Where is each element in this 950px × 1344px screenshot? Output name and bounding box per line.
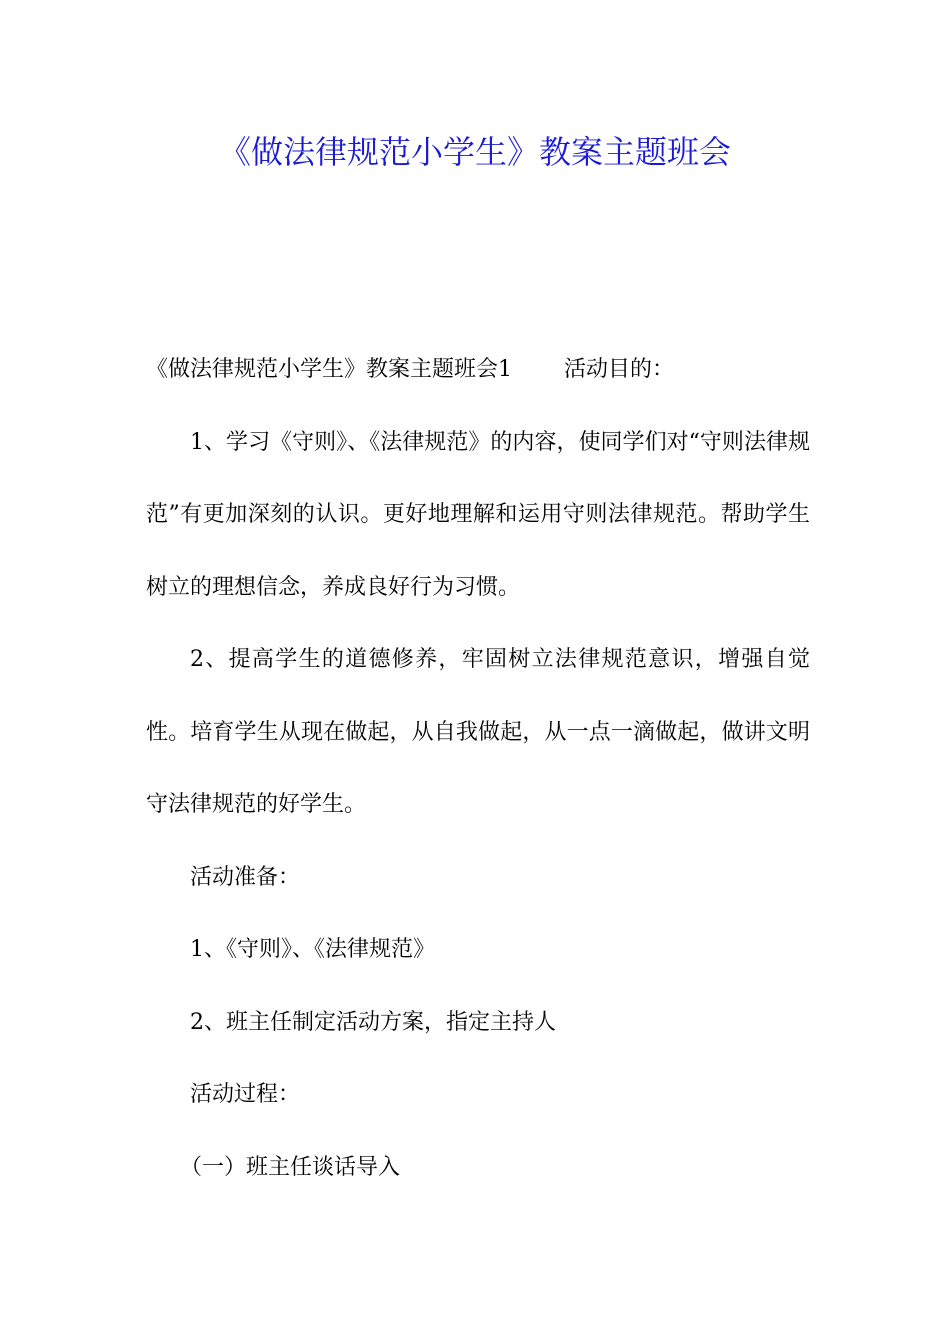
paragraph-intro — [146, 334, 810, 407]
paragraph-objective-2: 2、提高学生的道德修养，牢固树立法律规范意识，增强自觉性。培育学生从现在做起，从自我做起，从一点一滴做起，做讲文明守法律规范的好学生。 — [146, 647, 810, 817]
section-label-process: 活动过程： — [190, 1082, 301, 1107]
section-label-objectives: 活动目的： — [564, 357, 675, 382]
lesson-heading: 《做法律规范小学生》教案主题班会1 — [146, 357, 512, 382]
document-body — [146, 334, 810, 1204]
paragraph-preparation-1: 1、《守则》、《法律规范》 — [190, 937, 435, 962]
document-title: 《做法律规范小学生》教案主题班会 — [218, 133, 731, 171]
paragraph-preparation-2: 2、班主任制定活动方案，指定主持人 — [190, 1009, 556, 1035]
paragraph-process-step-1: （一）班主任谈话导入 — [180, 1154, 401, 1180]
paragraph-objective-1: 1、学习《守则》、《法律规范》的内容，使同学们对“守则法律规范”有更加深刻的认识。更好地理解和运用守则法律规范。帮助学生树立的理想信念，养成良好行为习惯。 — [146, 429, 810, 600]
section-label-preparation: 活动准备： — [190, 864, 301, 890]
